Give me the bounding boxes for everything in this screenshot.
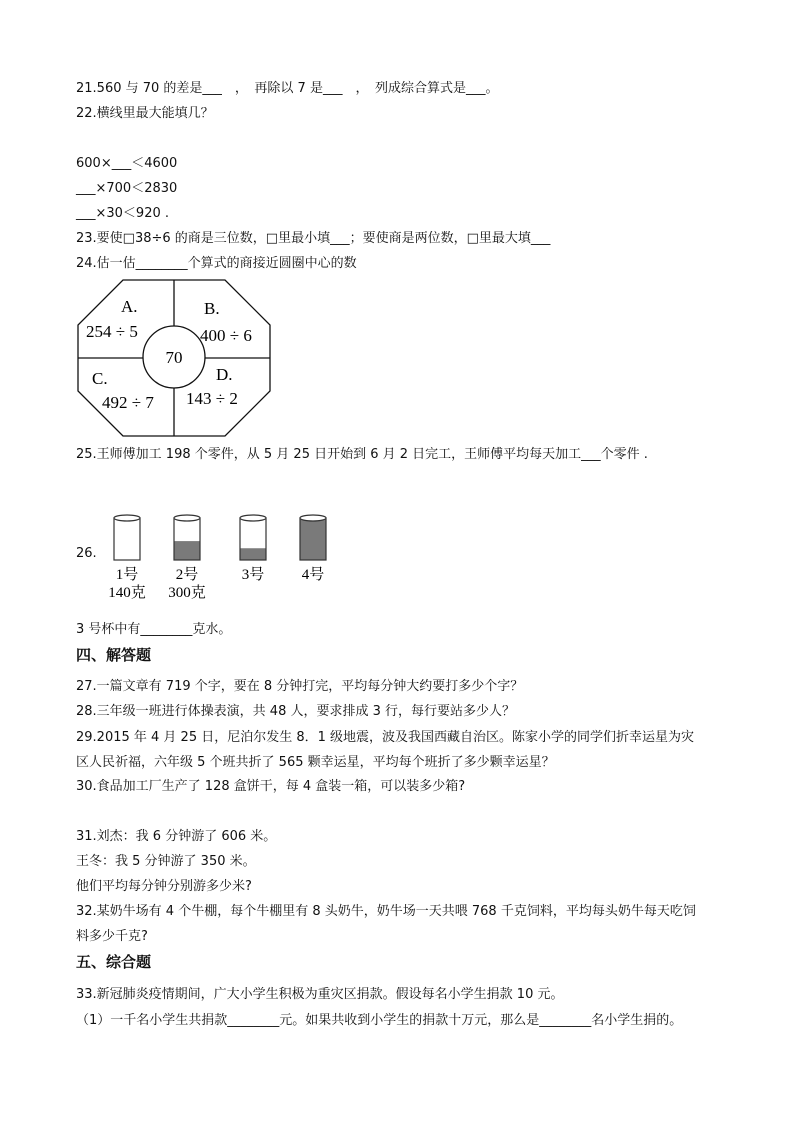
option-a-expr: 254 ÷ 5 xyxy=(86,322,138,341)
octagon-diagram xyxy=(76,278,272,438)
cup-4-label: 4号 xyxy=(301,567,325,583)
cup-1-rim xyxy=(114,515,140,521)
cup-4-rim xyxy=(300,515,326,521)
cup-3-label: 3号 xyxy=(241,567,265,583)
question-28: 28.三年级一班进行体操表演，共 48 人，要求排成 3 行，每行要站多少人？ xyxy=(76,704,516,719)
cup-2 xyxy=(168,515,206,601)
option-c-letter: C. xyxy=(92,369,108,388)
question-21: 21.560 与 70 的差是___ ， 再除以 7 是___ ， 列成综合算式是___。 xyxy=(76,81,499,96)
cup-1-label: 1号 xyxy=(115,567,139,583)
question-33-line-2: （1）一千名小学生共捐款________元。如果共收到小学生的捐款十万元，那么是________名小学生捐的。 xyxy=(76,1013,683,1028)
question-24: 24.估一估________个算式的商接近圆圈中心的数 xyxy=(76,256,357,271)
question-22-line-3: ___×30＜920 . xyxy=(76,206,170,221)
cup-2-rim xyxy=(174,515,200,521)
question-26-text: 3 号杯中有________克水。 xyxy=(76,622,232,637)
question-26-number: 26. xyxy=(76,546,97,561)
cup-3-rim xyxy=(240,515,266,521)
cup-1-weight: 140克 xyxy=(108,585,146,601)
question-22-title: 22.横线里最大能填几？ xyxy=(76,106,214,121)
section-5-heading: 五、综合题 xyxy=(76,953,152,971)
cup-2-weight: 300克 xyxy=(168,585,206,601)
cup-2-water xyxy=(174,541,200,560)
question-22-line-1: 600×___＜4600 xyxy=(76,156,178,171)
option-c-expr: 492 ÷ 7 xyxy=(102,393,154,412)
cup-4 xyxy=(300,515,326,583)
section-4-heading: 四、解答题 xyxy=(76,646,152,664)
center-number: 70 xyxy=(165,348,183,367)
question-23: 23.要使□38÷6 的商是三位数，□里最小填___；要使商是两位数，□里最大填___ xyxy=(76,231,551,246)
cup-3 xyxy=(240,515,266,583)
question-27: 27.一篇文章有 719 个字，要在 8 分钟打完，平均每分钟大约要打多少个字？ xyxy=(76,679,524,694)
option-d-letter: D. xyxy=(216,365,233,384)
question-29-line-2: 区人民祈福，六年级 5 个班共折了 565 颗幸运星，平均每个班折了多少颗幸运星？ xyxy=(76,755,555,770)
option-b-expr: 400 ÷ 6 xyxy=(200,326,252,345)
question-33-line-1: 33.新冠肺炎疫情期间，广大小学生积极为重灾区捐款。假设每名小学生捐款 10 元。 xyxy=(76,987,564,1002)
question-29-line-1: 29.2015 年 4 月 25 日，尼泊尔发生 8．1 级地震，波及我国西藏自治区。陈家小学的同学们折幸运星为灾 xyxy=(76,730,695,745)
question-32-line-2: 料多少千克? xyxy=(76,929,148,944)
question-22-line-2: ___×700＜2830 xyxy=(76,181,178,196)
question-31-line-1: 31.刘杰：我 6 分钟游了 606 米。 xyxy=(76,829,277,844)
question-25: 25.王师傅加工 198 个零件，从 5 月 25 日开始到 6 月 2 日完工，王师傅平均每天加工___个零件 . xyxy=(76,447,648,462)
cups-figure xyxy=(100,510,340,606)
question-30: 30.食品加工厂生产了 128 盒饼干，每 4 盒装一箱，可以装多少箱? xyxy=(76,779,466,794)
option-b-letter: B. xyxy=(204,299,220,318)
question-31-line-3: 他们平均每分钟分别游多少米? xyxy=(76,879,252,894)
cup-1-body xyxy=(114,518,140,560)
question-31-line-2: 王冬：我 5 分钟游了 350 米。 xyxy=(76,854,256,869)
question-32-line-1: 32.某奶牛场有 4 个牛棚，每个牛棚里有 8 头奶牛，奶牛场一天共喂 768 千克饲料，平均每头奶牛每天吃饲 xyxy=(76,904,696,919)
option-d-expr: 143 ÷ 2 xyxy=(186,389,238,408)
cup-1 xyxy=(108,515,146,601)
cup-3-water xyxy=(240,548,266,560)
option-a-letter: A. xyxy=(121,297,138,316)
cup-2-label: 2号 xyxy=(175,567,199,583)
cup-4-water xyxy=(300,518,326,560)
